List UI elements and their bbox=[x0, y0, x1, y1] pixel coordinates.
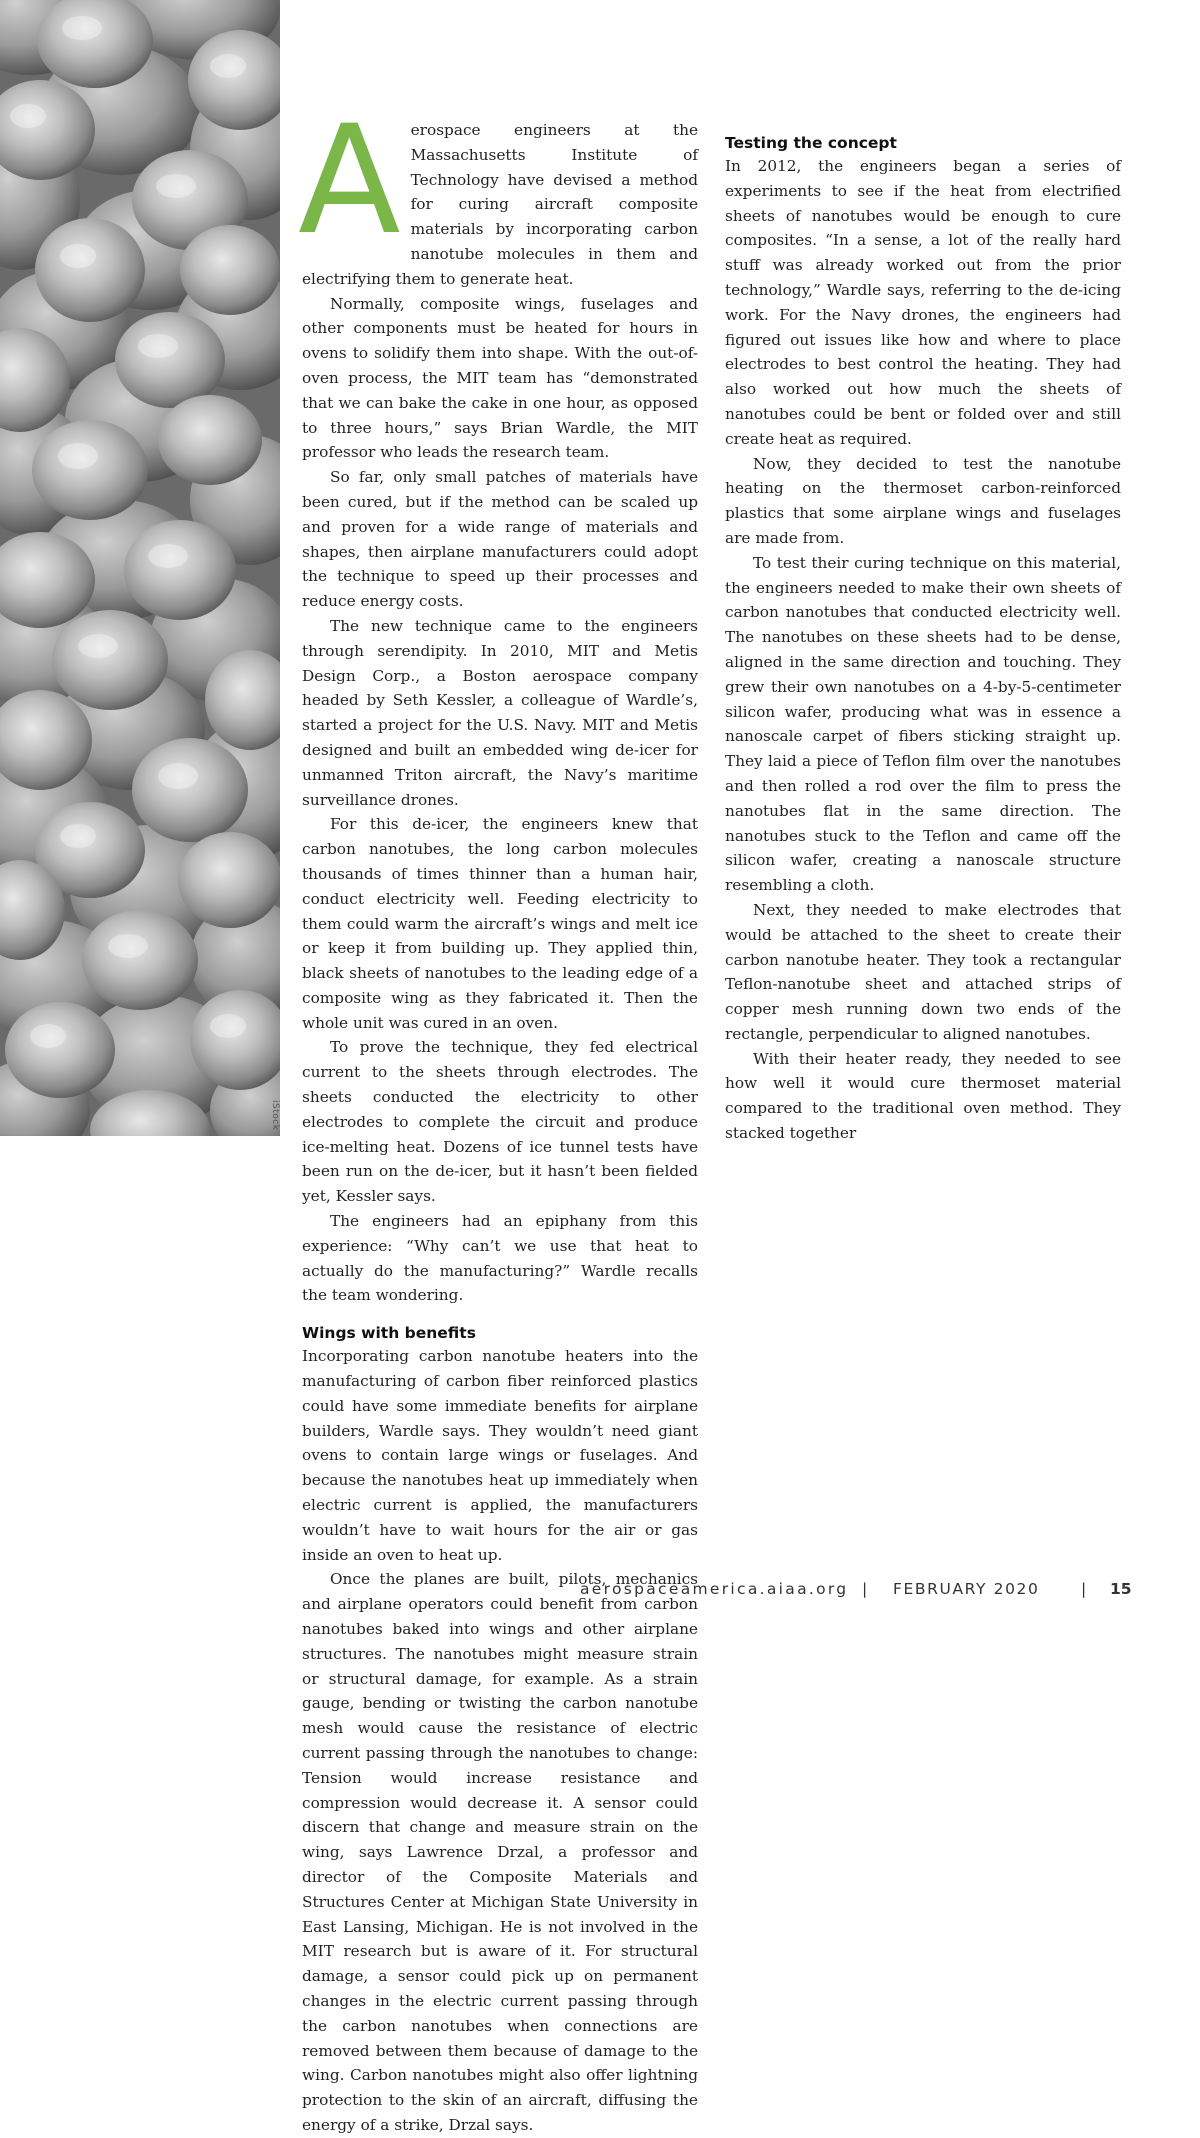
paragraph: Normally, composite wings, fuselages and other components must be heated for hours in ovens to solidify them into shape. With the out-of-oven process, the MIT team has “demonstrated that we can bake the cake in one hour, as opposed to three hours,” says Brian Wardle, the MIT professor who leads the research team. bbox=[302, 294, 698, 462]
paragraph: For this de-icer, the engineers knew that carbon nanotubes, the long carbon molecules thousands of times thinner than a human hair, conduct electricity well. Feeding electricity to them could warm the aircraft’s wings and melt ice or keep it from building up. They applied thin, black sheets of nanotubes to the leading edge of a composite wing as they fabricated it. Then the whole unit was cured in an oven. bbox=[302, 815, 698, 1032]
paragraph: Incorporating carbon nanotube heaters into the manufacturing of carbon fiber reinforced plastics could have some immediate benefits for airplane builders, Wardle says. They wouldn’t need giant ovens to contain large wings or fuselages. And because the nanotubes heat up immediately when electric current is applied, the manufacturers wouldn’t have to wait hours for the air or gas inside an oven to heat up. bbox=[302, 1347, 698, 1564]
footer-date: FEBRUARY 2020 bbox=[893, 1580, 1040, 1598]
paragraph: To prove the technique, they fed electrical current to the sheets through electrodes. The sheets conducted the electricity to other electrodes to complete the circuit and produce ice-melting heat. Dozens of ice tunnel tests have been run on the de-icer, but it hasn’t been fielded yet, Kessler says. bbox=[302, 1038, 698, 1206]
article-column-left bbox=[298, 94, 698, 2138]
section-heading: Testing the concept bbox=[725, 134, 897, 152]
paragraph: Once the planes are built, pilots, mechanics and airplane operators could benefit from carbon nanotubes baked into wings and other airplane structures. The nanotubes might measure strain or structural damage, for example. As a strain gauge, bending or twisting the carbon nanotube mesh would cause the resistance of electric current passing through the nanotubes to change: Tension would increase resistance and compression would decrease it. A sensor could discern that change and measure strain on the wing, says Lawrence Drzal, a professor and director of the Composite Materials and Structures Center at Michigan State University in East Lansing, Michigan. He is not involved in the MIT research but is aware of it. For structural damage, a sensor could pick up on permanent changes in the electric current passing through the carbon nanotubes when connections are removed between them because of damage to the wing. Carbon nanotubes might also offer lightning protection to the skin of an aircraft, diffusing the energy of a strike, Drzal says. bbox=[302, 1570, 698, 2134]
paragraph: erospace engineers at the Massachusetts Institute of Technology have devised a method for curing aircraft composite materials by incorporating carbon nanotube molecules in them and electrifying them to generate heat. bbox=[302, 121, 698, 288]
footer-separator: | bbox=[1081, 1580, 1087, 1598]
paragraph: Next, they needed to make electrodes that would be attached to the sheet to create their carbon nanotube heater. They took a rectangular Teflon-nanotube sheet and attached strips of copper mesh running down two ends of the rectangle, perpendicular to aligned nanotubes. bbox=[725, 900, 1121, 1043]
footer-site-link[interactable]: aerospaceamerica.aiaa.org bbox=[580, 1580, 849, 1598]
section-heading: Wings with benefits bbox=[302, 1324, 476, 1343]
paragraph: So far, only small patches of materials have been cured, but if the method can be scaled up and proven for a wide range of materials and shapes, then airplane manufacturers could adopt the technique to speed up their processes and reduce energy costs. bbox=[302, 468, 698, 611]
page-number: 15 bbox=[1110, 1580, 1132, 1598]
article-column-right bbox=[725, 118, 1121, 1146]
footer-separator: | bbox=[862, 1580, 868, 1598]
paragraph: The new technique came to the engineers through serendipity. In 2010, MIT and Metis Design Corp., a Boston aerospace company headed by Seth Kessler, a colleague of Wardle’s, started a project for the U.S. Navy. MIT and Metis designed and built an embedded wing de-icer for unmanned Triton aircraft, the Navy’s maritime surveillance drones. bbox=[302, 616, 698, 809]
dropcap-letter: A bbox=[298, 94, 401, 268]
nanotube-micrograph-photo bbox=[0, 0, 280, 1136]
paragraph: Now, they decided to test the nanotube heating on the thermoset carbon-reinforced plastics that some airplane wings and fuselages are made from. bbox=[725, 454, 1121, 547]
paragraph: With their heater ready, they needed to see how well it would cure thermoset material compared to the traditional oven method. They stacked together bbox=[725, 1049, 1121, 1143]
paragraph: To test their curing technique on this material, the engineers needed to make their own sheets of carbon nanotubes that conducted electricity well. The nanotubes on these sheets had to be dense, aligned in the same direction and touching. They grew their own nanotubes on a 4-by-5-centimeter silicon wafer, producing what was in essence a nanoscale carpet of fibers sticking straight up. They laid a piece of Teflon film over the nanotubes and then rolled a rod over the film to press the nanotubes flat in the same direction. The nanotubes stuck to the Teflon and came off the silicon wafer, creating a nanoscale structure resembling a cloth. bbox=[725, 553, 1121, 895]
paragraph: The engineers had an epiphany from this experience: “Why can’t we use that heat to actually do the manufacturing?” Wardle recalls the team wondering. bbox=[302, 1212, 698, 1305]
photo-credit: iStock bbox=[270, 1100, 280, 1131]
paragraph: In 2012, the engineers began a series of experiments to see if the heat from electrified sheets of nanotubes would be enough to cure composites. “In a sense, a lot of the really hard stuff was already worked out from the prior technology,” Wardle says, referring to the de-icing work. For the Navy drones, the engineers had figured out issues like how and where to place electrodes to best control the heating. They had also worked out how much the sheets of nanotubes could be bent or folded over and still create heat as required. bbox=[725, 157, 1121, 448]
